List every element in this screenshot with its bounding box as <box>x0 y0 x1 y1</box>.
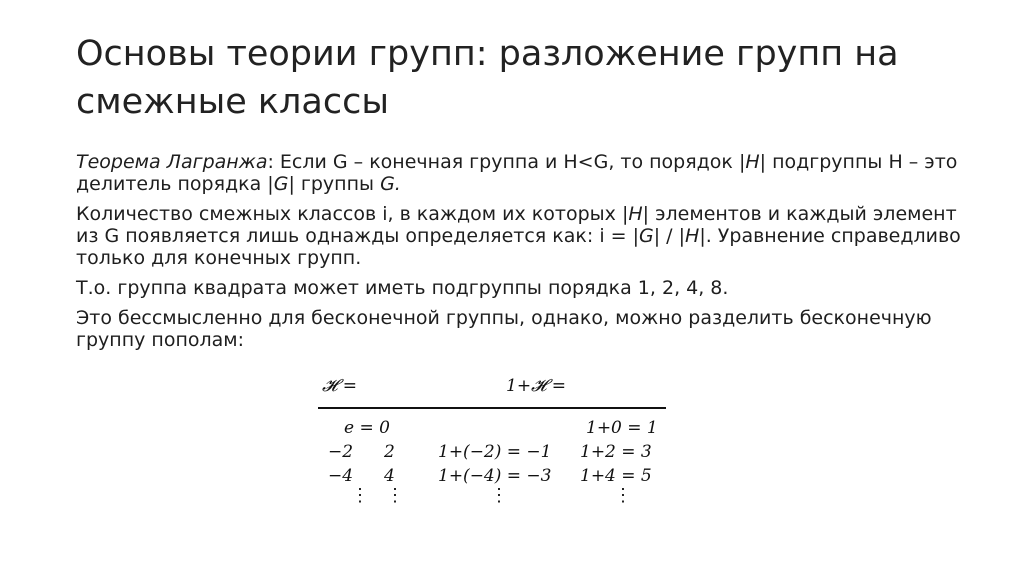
var-g: G <box>273 173 289 195</box>
var-g: G. <box>380 173 401 195</box>
table-cell: e = 0 <box>344 418 390 438</box>
table-cell: 1+2 = 3 <box>580 442 652 462</box>
table-ellipsis: ⋮ <box>351 485 369 506</box>
table-cell: 1+0 = 1 <box>586 418 658 438</box>
table-rule <box>318 407 666 409</box>
paragraph-infinite-group: Это бессмысленно для бесконечной группы, однако, можно разделить бесконечную группу пополам: <box>76 307 932 351</box>
table-header-subgroup: 𝓗 = <box>322 376 357 396</box>
text-segment: : Если G – конечная группа и H<G, то порядок | <box>267 151 746 173</box>
text-segment: | группы <box>288 173 381 195</box>
table-cell: 1+4 = 5 <box>580 466 652 486</box>
table-cell: −2 <box>328 442 354 462</box>
text-segment: | подгруппы H – это делитель порядка | <box>76 151 958 195</box>
table-ellipsis: ⋮ <box>386 485 404 506</box>
var-h: H <box>745 151 760 173</box>
table-ellipsis: ⋮ <box>614 485 632 506</box>
table-cell: 4 <box>384 466 395 486</box>
var-g: G <box>639 225 654 247</box>
slide-body <box>76 151 976 359</box>
coset-table <box>318 372 670 522</box>
table-cell: 1+(−4) = −3 <box>438 466 552 486</box>
text-segment: | / | <box>653 225 686 247</box>
paragraph-square-group: Т.о. группа квадрата может иметь подгруппы порядка 1, 2, 4, 8. <box>76 277 729 299</box>
table-header-coset: 1+𝓗 = <box>506 376 567 396</box>
table-cell: 1+(−2) = −1 <box>438 442 552 462</box>
var-h: H <box>685 225 700 247</box>
var-h: H <box>628 203 643 225</box>
table-cell: 2 <box>384 442 395 462</box>
table-ellipsis: ⋮ <box>490 485 508 506</box>
text-segment: Количество смежных классов i, в каждом их которых | <box>76 203 629 225</box>
text-segment: | элементов и каждый элемент из G появляется лишь однажды определяется как: i = | <box>76 203 957 247</box>
paragraph-lagrange-theorem <box>76 151 976 195</box>
text-segment: |. Уравнение справедливо только для конечных групп. <box>76 225 961 269</box>
table-cell: −4 <box>328 466 354 486</box>
paragraph-coset-count <box>76 203 976 269</box>
slide-title: Основы теории групп: разложение групп на смежные классы <box>76 34 899 122</box>
theorem-name: Теорема Лагранжа <box>76 151 268 173</box>
